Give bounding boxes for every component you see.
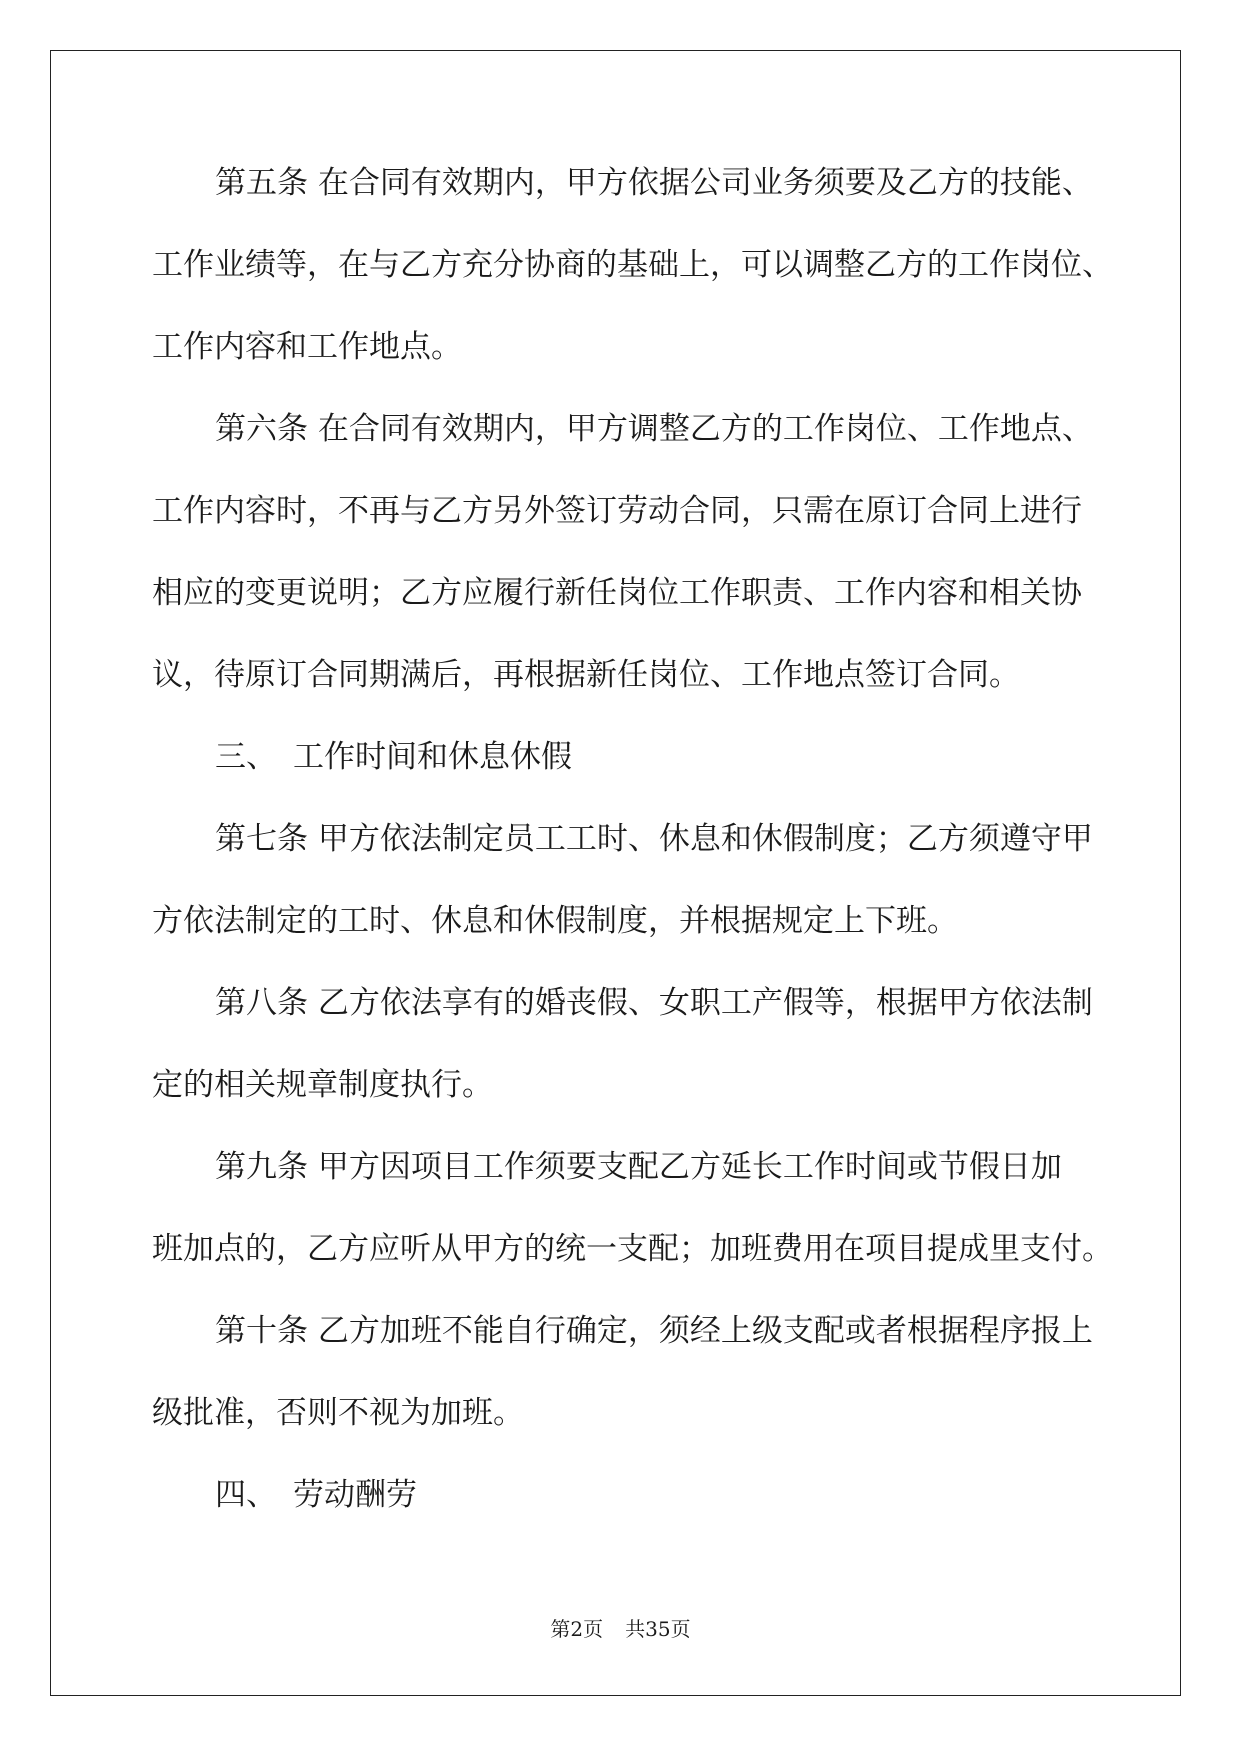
- article-7-line-2: 方依法制定的工时、休息和休假制度，并根据规定上下班。: [152, 903, 958, 939]
- section-3-heading: [152, 737, 1082, 778]
- section-4-heading: [152, 1475, 1082, 1516]
- article-5-line-1: 第五条 在合同有效期内，甲方依据公司业务须要及乙方的技能、: [215, 165, 1093, 201]
- article-6-line-1: 第六条 在合同有效期内，甲方调整乙方的工作岗位、工作地点、: [215, 411, 1093, 447]
- section-4-number: 四、: [215, 1477, 277, 1513]
- article-8-line-1: 第八条 乙方依法享有的婚丧假、女职工产假等，根据甲方依法制: [215, 985, 1093, 1021]
- section-3-title: 工作时间和休息休假: [293, 739, 572, 775]
- section-3-number: 三、: [215, 739, 277, 775]
- article-6-line-3: 相应的变更说明；乙方应履行新任岗位工作职责、工作内容和相关协: [152, 575, 1082, 611]
- article-9-line-2: 班加点的，乙方应听从甲方的统一支配；加班费用在项目提成里支付。: [152, 1231, 1113, 1267]
- article-9-line-1: 第九条 甲方因项目工作须要支配乙方延长工作时间或节假日加: [215, 1149, 1062, 1185]
- article-8-line-2: 定的相关规章制度执行。: [152, 1067, 493, 1103]
- article-5-line-2: 工作业绩等，在与乙方充分协商的基础上，可以调整乙方的工作岗位、: [152, 247, 1113, 283]
- article-5-line-3: 工作内容和工作地点。: [152, 329, 462, 365]
- article-6-line-2: 工作内容时，不再与乙方另外签订劳动合同，只需在原订合同上进行: [152, 493, 1082, 529]
- article-10-line-1: 第十条 乙方加班不能自行确定，须经上级支配或者根据程序报上: [215, 1313, 1093, 1349]
- section-4-title: 劳动酬劳: [293, 1477, 417, 1513]
- article-10-line-2: 级批准，否则不视为加班。: [152, 1395, 524, 1431]
- article-7-line-1: 第七条 甲方依法制定员工工时、休息和休假制度；乙方须遵守甲: [215, 821, 1093, 857]
- article-6-line-4: 议，待原订合同期满后，再根据新任岗位、工作地点签订合同。: [152, 657, 1020, 693]
- page-total: 共35页: [625, 1617, 691, 1641]
- page-footer: [0, 1613, 1241, 1642]
- page-number: 第2页: [550, 1617, 604, 1641]
- document-body: [152, 163, 1113, 1516]
